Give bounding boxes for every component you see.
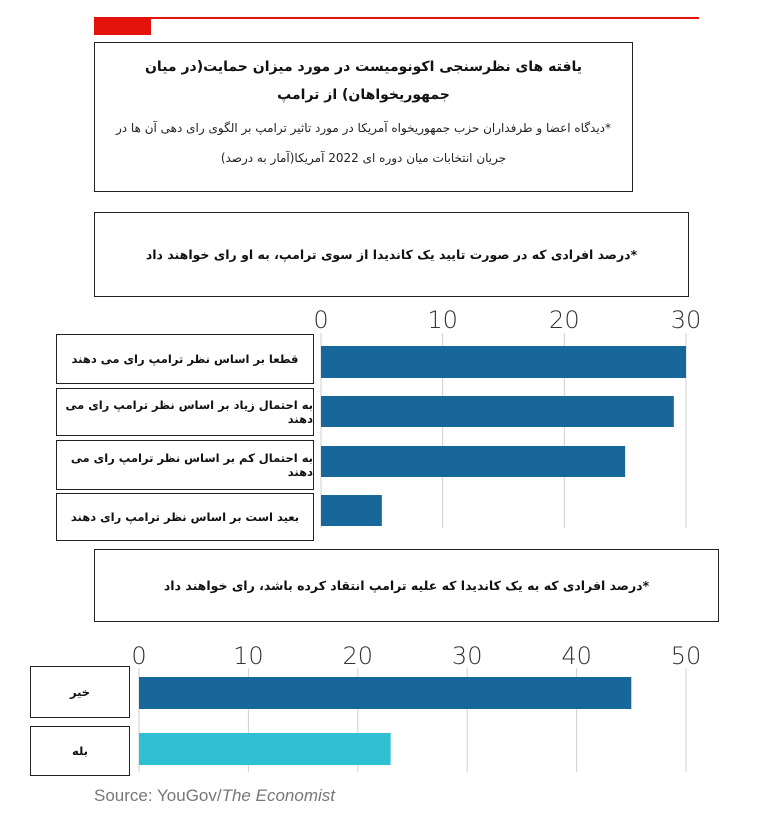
chart2-category-label: بله	[30, 726, 130, 776]
chart2-title: *درصد افرادی که به یک کاندیدا که علیه ترامپ انتقاد کرده باشد، رای خواهند داد	[94, 549, 719, 622]
source-note	[94, 786, 335, 806]
chart2-tick-label: 40	[561, 642, 592, 670]
chart1-tick-label: 0	[313, 306, 329, 334]
chart2-tick-label: 10	[233, 642, 264, 670]
chart1-category-label: قطعا بر اساس نظر ترامپ رای می دهند	[56, 334, 314, 384]
source-main: Source: YouGov/	[94, 786, 222, 805]
chart1-tick-label: 30	[670, 306, 702, 334]
chart1-tick-label: 10	[427, 306, 458, 334]
chart2-category-label: خیر	[30, 666, 130, 718]
chart1-bar	[321, 346, 686, 378]
chart2-bar	[139, 733, 391, 765]
chart2-tick-label: 30	[451, 642, 483, 670]
chart-subtitle: *دیدگاه اعضا و طرفداران حزب جمهوریخواه آمریکا در مورد تاثیر ترامپ بر الگوی رای دهی آن ها در جریان انتخابات میان دوره ای 2022 آمریکا(آمار به درصد)	[115, 121, 612, 165]
chart2-tick-label: 20	[342, 642, 374, 670]
chart2-tick-label: 50	[670, 642, 702, 670]
chart1-category-label: به احتمال کم بر اساس نظر ترامپ رای می دهند	[56, 440, 314, 490]
chart1-category-label: بعید است بر اساس نظر ترامپ رای دهند	[56, 493, 314, 541]
chart1-title: *درصد افرادی که در صورت تایید یک کاندیدا از سوی ترامپ، به او رای خواهند داد	[94, 212, 689, 297]
chart1-bar	[321, 495, 382, 526]
chart2-tick-label: 0	[131, 642, 147, 670]
chart1-category-label: به احتمال زیاد بر اساس نظر ترامپ رای می دهند	[56, 388, 314, 436]
chart1-bar	[321, 446, 625, 477]
chart2-bar	[139, 677, 631, 709]
chart-title: یافته های نظرسنجی اکونومیست در مورد میزان حمایت(در میان جمهوریخواهان) از ترامپ	[144, 59, 583, 103]
chart1-tick-label: 20	[549, 306, 580, 334]
source-publication: The Economist	[221, 786, 335, 805]
chart1-bar	[321, 396, 674, 427]
